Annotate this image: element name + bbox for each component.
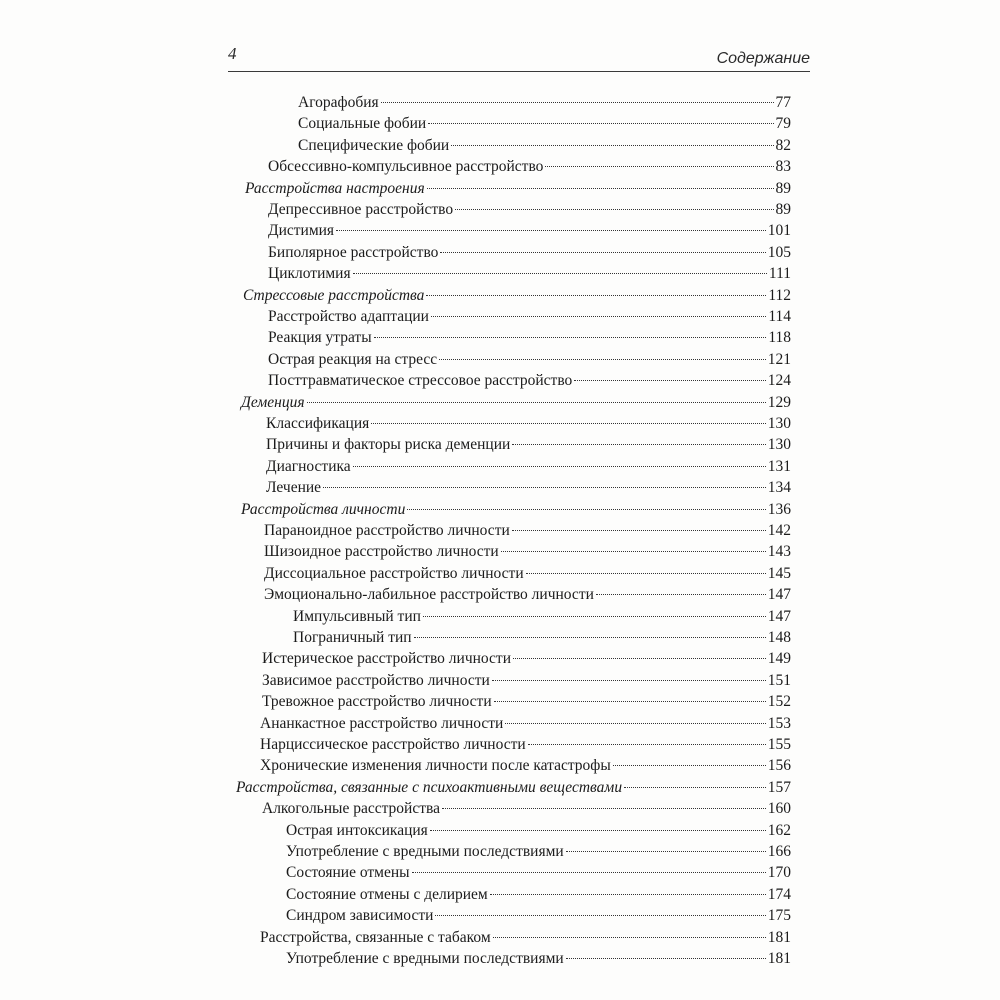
dot-leader xyxy=(407,509,765,510)
toc-entry xyxy=(268,200,791,220)
toc-entry xyxy=(260,756,791,776)
dot-leader xyxy=(566,958,766,959)
dot-leader xyxy=(613,765,766,766)
toc-entry-title: Ананкастное расстройство личности xyxy=(260,715,504,732)
toc-entry-title: Эмоционально-лабильное расстройство личности xyxy=(264,586,594,603)
dot-leader xyxy=(439,359,766,360)
toc-entry xyxy=(286,885,791,905)
toc-entry xyxy=(268,350,791,370)
toc-entry-title: Циклотимия xyxy=(268,265,351,282)
toc-entry-page: 111 xyxy=(768,265,791,282)
toc-entry xyxy=(264,521,791,541)
toc-entry-page: 143 xyxy=(767,543,791,560)
dot-leader xyxy=(492,680,766,681)
dot-leader xyxy=(494,701,766,702)
toc-entry-title: Употребление с вредными последствиями xyxy=(286,843,564,860)
toc-entry xyxy=(286,906,791,926)
toc-entry-page: 162 xyxy=(767,822,791,839)
toc-entry-title: Депрессивное расстройство xyxy=(268,201,454,218)
dot-leader xyxy=(513,658,766,659)
toc-entry-page: 89 xyxy=(775,201,791,218)
toc-entry-title: Хронические изменения личности после катастрофы xyxy=(260,757,611,774)
toc-entry-title: Стрессовые расстройства xyxy=(243,287,425,304)
toc-entry xyxy=(293,607,791,627)
toc-entry xyxy=(241,500,791,520)
dot-leader xyxy=(307,402,766,403)
toc-entry-page: 77 xyxy=(775,94,791,111)
toc-entry-title: Расстройства, связанные с психоактивными веществами xyxy=(236,779,623,796)
toc-entry-page: 136 xyxy=(767,501,791,518)
toc-entry xyxy=(264,585,791,605)
toc-entry-page: 129 xyxy=(767,394,791,411)
toc-entry-page: 130 xyxy=(767,415,791,432)
toc-entry-page: 160 xyxy=(767,800,791,817)
dot-leader xyxy=(336,230,766,231)
toc-entry xyxy=(268,243,791,263)
toc-entry xyxy=(266,457,791,477)
toc-entry xyxy=(286,949,791,969)
dot-leader xyxy=(381,102,774,103)
toc-entry-page: 131 xyxy=(767,458,791,475)
toc-entry-title: Специфические фобии xyxy=(298,137,450,154)
toc-entry-title: Параноидное расстройство личности xyxy=(264,522,510,539)
toc-entry-page: 148 xyxy=(767,629,791,646)
toc-entry-title: Острая интоксикация xyxy=(286,822,428,839)
toc-entry-title: Состояние отмены с делирием xyxy=(286,886,488,903)
toc-entry xyxy=(262,799,791,819)
toc-entry-page: 149 xyxy=(767,650,791,667)
toc-entry xyxy=(286,842,791,862)
toc-entry-page: 134 xyxy=(767,479,791,496)
toc-entry xyxy=(268,157,791,177)
dot-leader xyxy=(442,808,766,809)
toc-entry-page: 79 xyxy=(775,115,791,132)
toc-entry xyxy=(268,328,791,348)
toc-entry-page: 152 xyxy=(767,693,791,710)
dot-leader xyxy=(596,594,766,595)
toc-entry xyxy=(245,179,791,199)
toc-entry-title: Пограничный тип xyxy=(293,629,412,646)
toc-entry-title: Употребление с вредными последствиями xyxy=(286,950,564,967)
toc-entry-title: Расстройства, связанные с табаком xyxy=(260,929,491,946)
toc-entry xyxy=(260,735,791,755)
toc-entry-title: Шизоидное расстройство личности xyxy=(264,543,499,560)
toc-entry-title: Диссоциальное расстройство личности xyxy=(264,565,524,582)
dot-leader xyxy=(323,487,766,488)
dot-leader xyxy=(427,188,774,189)
toc-entry-title: Лечение xyxy=(266,479,322,496)
page-number: 4 xyxy=(228,44,237,63)
toc-entry xyxy=(262,692,791,712)
dot-leader xyxy=(512,444,765,445)
toc-entry-page: 166 xyxy=(767,843,791,860)
toc-entry xyxy=(260,928,791,948)
toc-entry-title: Тревожное расстройство личности xyxy=(262,693,492,710)
toc-entry-page: 147 xyxy=(767,586,791,603)
toc-entry-title: Зависимое расстройство личности xyxy=(262,672,490,689)
dot-leader xyxy=(528,744,766,745)
dot-leader xyxy=(430,830,766,831)
toc-entry-title: Импульсивный тип xyxy=(293,608,421,625)
dot-leader xyxy=(374,337,767,338)
toc-entry-title: Нарциссическое расстройство личности xyxy=(260,736,526,753)
toc-entry-title: Посттравматическое стрессовое расстройство xyxy=(268,372,573,389)
toc-entry xyxy=(266,435,791,455)
dot-leader xyxy=(414,637,766,638)
toc-entry-title: Диагностика xyxy=(266,458,351,475)
toc-entry-page: 101 xyxy=(767,222,791,239)
toc-entry-page: 151 xyxy=(767,672,791,689)
dot-leader xyxy=(451,145,773,146)
toc-entry-title: Дистимия xyxy=(268,222,335,239)
dot-leader xyxy=(526,573,766,574)
dot-leader xyxy=(624,787,766,788)
running-title: Содержание xyxy=(716,50,810,67)
toc-entry-title: Деменция xyxy=(241,394,305,411)
toc-entry-title: Биполярное расстройство xyxy=(268,244,439,261)
toc-entry-title: Классификация xyxy=(266,415,370,432)
toc-entry xyxy=(286,863,791,883)
toc-entry xyxy=(236,778,791,798)
toc-entry-title: Социальные фобии xyxy=(298,115,427,132)
toc-entry-title: Истерическое расстройство личности xyxy=(262,650,511,667)
toc-entry xyxy=(268,221,791,241)
dot-leader xyxy=(505,723,765,724)
toc-entry-page: 121 xyxy=(767,351,791,368)
toc-entry-page: 157 xyxy=(767,779,791,796)
toc-entry-title: Расстройство адаптации xyxy=(268,308,429,325)
toc-entry-page: 142 xyxy=(767,522,791,539)
dot-leader xyxy=(501,551,766,552)
toc-entry xyxy=(262,671,791,691)
toc-entry-page: 153 xyxy=(767,715,791,732)
dot-leader xyxy=(371,423,766,424)
toc-entry-page: 181 xyxy=(767,950,791,967)
toc-entry-page: 105 xyxy=(767,244,791,261)
dot-leader xyxy=(412,872,766,873)
toc-entry-title: Агорафобия xyxy=(298,94,379,111)
toc-entry xyxy=(298,136,791,156)
dot-leader xyxy=(440,252,765,253)
header-rule xyxy=(228,71,810,72)
toc-entry xyxy=(266,414,791,434)
toc-entry-page: 174 xyxy=(767,886,791,903)
toc-entry-title: Расстройства настроения xyxy=(245,180,425,197)
toc-entry-title: Состояние отмены xyxy=(286,864,410,881)
toc-entry-page: 155 xyxy=(767,736,791,753)
toc-entry xyxy=(266,478,791,498)
toc-entry xyxy=(268,264,791,284)
toc-entry xyxy=(298,114,791,134)
dot-leader xyxy=(512,530,766,531)
dot-leader xyxy=(428,123,773,124)
toc-entry-title: Причины и факторы риска деменции xyxy=(266,436,511,453)
toc-entry-title: Расстройства личности xyxy=(241,501,406,518)
toc-entry-page: 124 xyxy=(767,372,791,389)
dot-leader xyxy=(353,466,766,467)
toc-entry xyxy=(260,714,791,734)
toc-entry-page: 89 xyxy=(775,180,791,197)
toc-entry-page: 156 xyxy=(767,757,791,774)
toc-entry xyxy=(243,286,791,306)
toc-entry xyxy=(264,564,791,584)
dot-leader xyxy=(435,915,765,916)
dot-leader xyxy=(455,209,773,210)
dot-leader xyxy=(490,894,766,895)
toc-entry-title: Обсессивно-компульсивное расстройство xyxy=(268,158,544,175)
page-header xyxy=(228,44,810,74)
toc-entry-page: 175 xyxy=(767,907,791,924)
toc-entry-page: 145 xyxy=(767,565,791,582)
dot-leader xyxy=(493,937,766,938)
toc-entry-title: Алкогольные расстройства xyxy=(262,800,441,817)
toc-entry-page: 112 xyxy=(768,287,791,304)
toc-entry-page: 83 xyxy=(775,158,791,175)
toc-entry-page: 181 xyxy=(767,929,791,946)
dot-leader xyxy=(574,380,765,381)
toc-entry xyxy=(298,93,791,113)
toc-entry-page: 118 xyxy=(768,329,791,346)
toc-entry xyxy=(293,628,791,648)
dot-leader xyxy=(566,851,766,852)
toc-entry xyxy=(241,393,791,413)
toc-entry-page: 130 xyxy=(767,436,791,453)
toc-entry-title: Острая реакция на стресс xyxy=(268,351,438,368)
toc-entry xyxy=(268,371,791,391)
toc-entry-page: 114 xyxy=(768,308,791,325)
toc-entry-title: Реакция утраты xyxy=(268,329,372,346)
dot-leader xyxy=(426,295,766,296)
toc-entry-page: 147 xyxy=(767,608,791,625)
toc-entry xyxy=(268,307,791,327)
toc-entry-title: Синдром зависимости xyxy=(286,907,434,924)
dot-leader xyxy=(431,316,766,317)
dot-leader xyxy=(423,616,766,617)
toc-entry-page: 170 xyxy=(767,864,791,881)
toc-entry-page: 82 xyxy=(775,137,791,154)
dot-leader xyxy=(353,273,767,274)
toc-entry xyxy=(286,821,791,841)
toc-entry xyxy=(264,542,791,562)
toc-entry xyxy=(262,649,791,669)
dot-leader xyxy=(545,166,773,167)
